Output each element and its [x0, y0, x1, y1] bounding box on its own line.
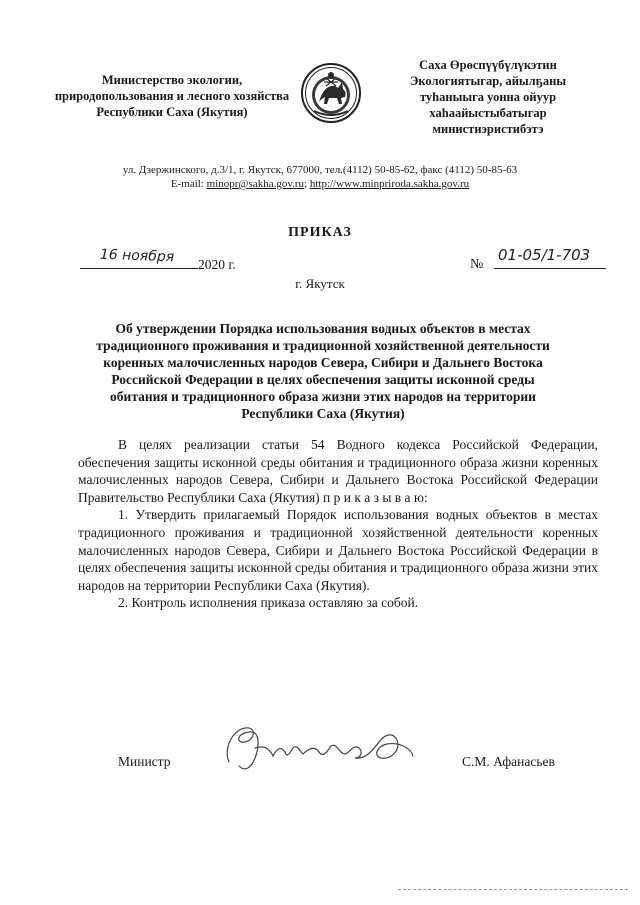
- handwritten-date: 16 ноября: [99, 246, 175, 266]
- contact-block: [40, 163, 600, 191]
- email-line: E-mail: minopr@sakha.gov.ru; http://www.minpriroda.sakha.gov.ru: [170, 178, 470, 190]
- handwritten-number: 01-05/1-703: [498, 246, 591, 264]
- email-label: E-mail:: [170, 178, 204, 190]
- date-underline: [80, 268, 198, 269]
- scan-edge-divider: [398, 889, 628, 890]
- ministry-name-russian: Министерство экологии, природопользования и лесного хозяйства Республики Саха (Якутия): [54, 73, 290, 119]
- number-sign: №: [470, 257, 484, 272]
- document-type: ПРИКАЗ: [288, 225, 352, 240]
- date-year: 2020 г.: [198, 257, 236, 272]
- clause-1: 1. Утвердить прилагаемый Порядок использования водных объектов в местах традиционного проживания и традиционной хозяйственной деятельности коренных малочисленных народов Севера, Сибири и Дальнего Востока Российской Федерации в целях обеспечения защиты исконной среды обитания и традиционного образа жизни этих народов на территории Республики Саха (Якутия).: [78, 507, 598, 593]
- signatory-title: Министр: [118, 754, 171, 769]
- city: г. Якутск: [295, 276, 345, 291]
- clause-2: 2. Контроль исполнения приказа оставляю за собой.: [118, 595, 419, 611]
- coat-of-arms-emblem: [300, 62, 362, 124]
- order-body: [78, 436, 598, 612]
- preamble-paragraph: В целях реализации статьи 54 Водного кодекса Российской Федерации, обеспечения защиты исконной среды обитания и традиционного образа жизни коренных малочисленных народов Севера, Сибири и Дальнего Востока Российской Федерации Правительство Республики Саха (Якутия) п р и к а з ы в а ю:: [78, 437, 598, 505]
- handwritten-signature: [215, 718, 420, 780]
- order-subject: Об утверждении Порядка использования водных объектов в местах традиционного проживания и традиционной хозяйственной деятельности коренных малочисленных народов Севера, Сибири и Дальнего Востока Российской Федерации в целях обеспечения защиты исконной среды обитания и традиционного образа жизни этих народов на территории Республики Саха (Якутия): [96, 321, 550, 421]
- email-link[interactable]: minopr@sakha.gov.ru: [206, 178, 305, 190]
- ministry-name-sakha: Саха Өрөспүүбүлүкэтин Экологиятыгар, айылҕаны туһаныыга уонна ойуур хаһаайыстыбатыгар министиэристибэтэ: [409, 58, 567, 136]
- number-underline: [494, 268, 606, 269]
- signatory-name: С.М. Афанасьев: [462, 754, 555, 769]
- address-line: ул. Дзержинского, д.3/1, г. Якутск, 677000, тел.(4112) 50-85-62, факс (4112) 50-85-63: [122, 164, 518, 176]
- website-link[interactable]: http://www.minpriroda.sakha.gov.ru: [309, 178, 470, 190]
